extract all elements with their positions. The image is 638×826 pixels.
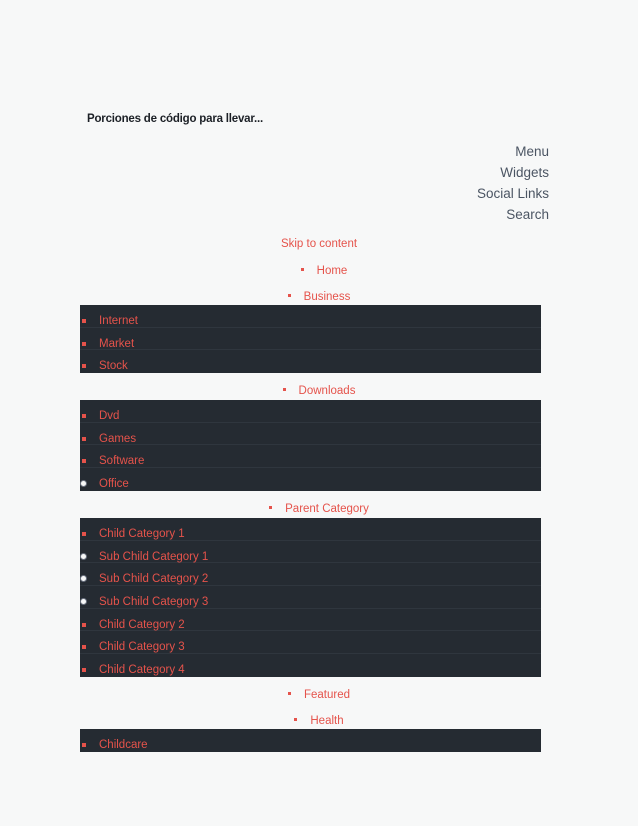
submenu-item-label: Sub Child Category 2 [99,573,209,586]
bullet-icon [294,718,297,721]
submenu-item-label: Child Category 3 [99,641,185,654]
nav-item-featured-label: Featured [303,689,351,701]
submenu-item-label: Childcare [99,739,148,751]
submenu-item-label: Child Category 1 [99,528,185,540]
submenu-item-market[interactable] [80,328,541,351]
submenu-item-childcare[interactable] [80,729,541,752]
square-bullet-icon [82,623,86,627]
header-toggles [349,143,549,227]
submenu-item-label: Sub Child Category 1 [99,550,209,563]
submenu-item-sub-child-category-1[interactable] [80,541,541,564]
nav-item-health[interactable] [0,713,638,729]
site-title[interactable]: Porciones de código para llevar... [87,113,263,125]
square-bullet-icon [82,437,86,441]
square-bullet-icon [82,743,86,747]
submenu-item-label: Games [99,432,137,445]
menu-toggle[interactable]: Menu [515,144,549,159]
submenu-business [80,305,541,373]
search-toggle[interactable]: Search [506,207,549,222]
skip-to-content-link[interactable]: Skip to content [280,238,358,250]
square-bullet-icon [82,364,86,368]
nav-item-featured[interactable] [0,687,638,703]
submenu-parent-category [80,518,541,677]
circle-bullet-icon [80,575,87,582]
square-bullet-icon [82,414,86,418]
circle-bullet-icon [80,598,87,605]
circle-bullet-icon [80,480,87,487]
submenu-item-stock[interactable] [80,350,541,373]
submenu-item-label: Child Category 4 [99,664,185,677]
nav-item-home-label: Home [316,265,348,277]
square-bullet-icon [82,319,86,323]
widgets-toggle[interactable]: Widgets [500,165,549,180]
submenu-item-label: Dvd [99,410,120,422]
submenu-item-label: Internet [99,315,138,327]
nav-item-business-label: Business [303,291,351,303]
square-bullet-icon [82,459,86,463]
bullet-icon [288,294,291,297]
bullet-icon [269,506,272,509]
submenu-item-label: Office [99,478,129,491]
submenu-item-child-category-1[interactable] [80,518,541,541]
square-bullet-icon [82,668,86,672]
nav-item-parent-category-label: Parent Category [285,503,369,515]
square-bullet-icon [82,342,86,346]
square-bullet-icon [82,532,86,536]
nav-item-parent-category[interactable] [0,501,638,517]
submenu-item-sub-child-category-3[interactable] [80,586,541,609]
nav-item-health-label: Health [310,715,344,727]
submenu-downloads [80,400,541,491]
nav-item-business[interactable] [0,289,638,305]
circle-bullet-icon [80,553,87,560]
nav-item-home[interactable] [0,263,638,279]
submenu-item-label: Sub Child Category 3 [99,596,209,609]
submenu-item-games[interactable] [80,423,541,446]
bullet-icon [288,692,291,695]
bullet-icon [283,388,286,391]
submenu-item-label: Stock [99,360,128,373]
social-links-toggle[interactable]: Social Links [476,186,549,201]
submenu-item-child-category-3[interactable] [80,631,541,654]
submenu-item-label: Software [99,455,145,468]
submenu-item-label: Child Category 2 [99,618,185,631]
submenu-item-internet[interactable] [80,305,541,328]
nav-item-downloads-label: Downloads [298,385,356,397]
square-bullet-icon [82,645,86,649]
submenu-item-sub-child-category-2[interactable] [80,563,541,586]
bullet-icon [301,268,304,271]
submenu-item-child-category-2[interactable] [80,609,541,632]
nav-item-downloads[interactable] [0,383,638,399]
submenu-item-dvd[interactable] [80,400,541,423]
submenu-item-child-category-4[interactable] [80,654,541,677]
submenu-item-office[interactable] [80,468,541,491]
submenu-health [80,729,541,752]
submenu-item-software[interactable] [80,445,541,468]
submenu-item-label: Market [99,337,135,350]
